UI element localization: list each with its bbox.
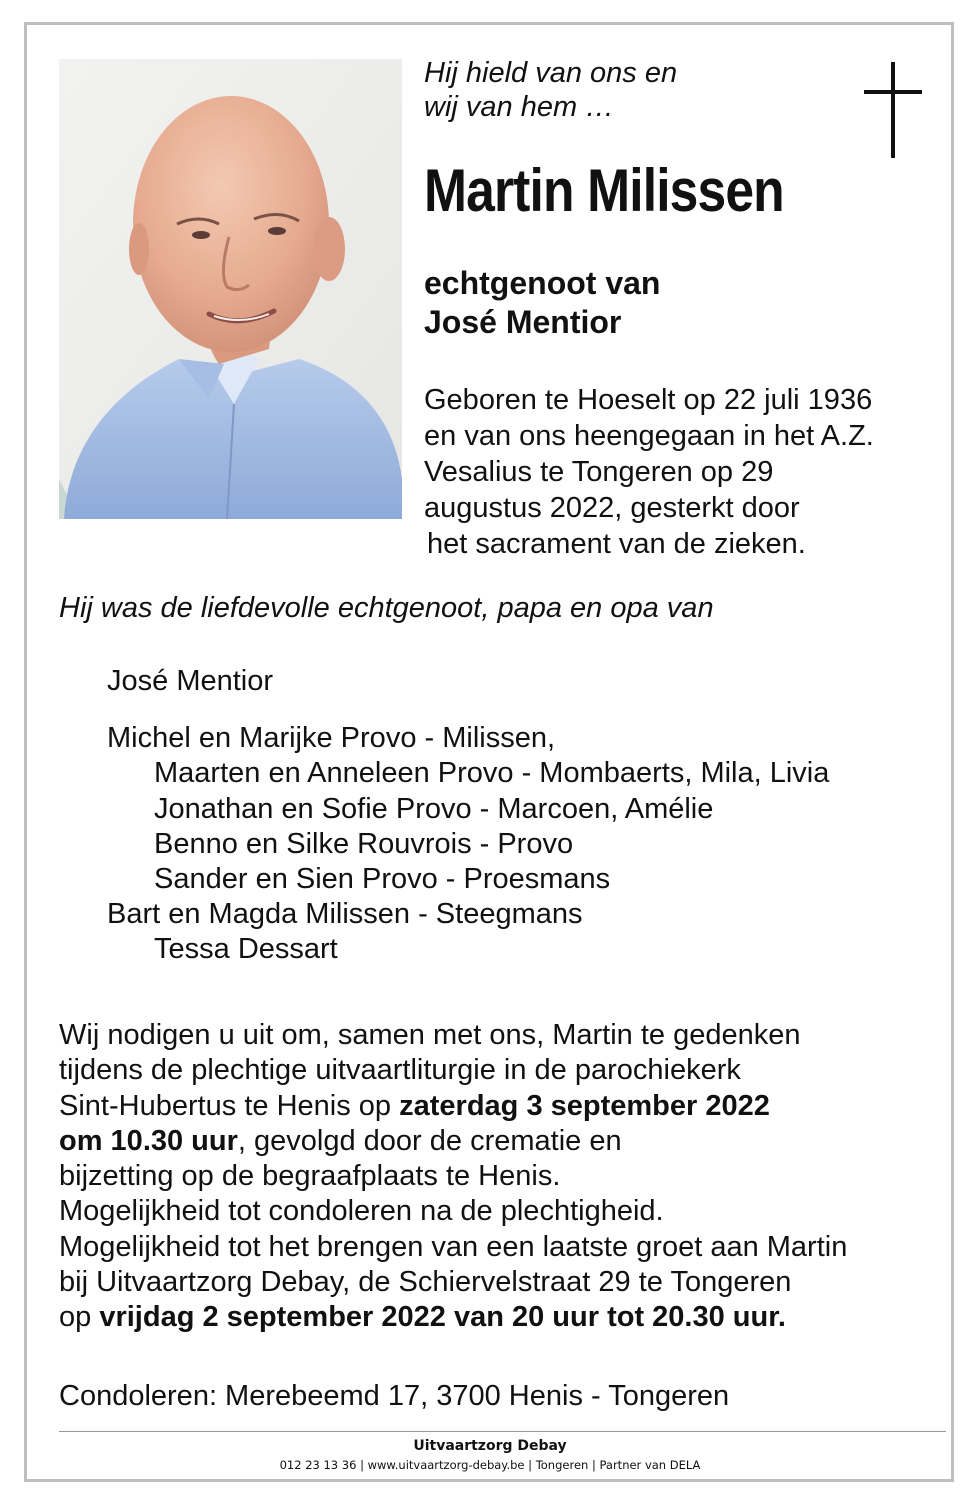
family-member: Benno en Silke Rouvrois - Provo	[154, 827, 574, 860]
invitation-line: Wij nodigen u uit om, samen met ons, Martin te gedenken	[59, 1019, 801, 1051]
family-member: Bart en Magda Milissen - Steegmans	[107, 898, 583, 931]
portrait-photo	[59, 59, 402, 519]
family-member: Tessa Dessart	[154, 933, 338, 966]
invitation-line: Mogelijkheid tot het brengen van een laatste groet aan Martin	[59, 1230, 848, 1263]
invitation-line: bij Uitvaartzorg Debay, de Schiervelstraat 29 te Tongeren	[59, 1266, 792, 1299]
birth-line: Geboren te Hoeselt op 22 juli 1936	[424, 384, 873, 416]
family-member: Michel en Marijke Provo - Milissen,	[107, 722, 556, 755]
invitation-line: Mogelijkheid tot condoleren na de plechtigheid.	[59, 1195, 664, 1228]
condolence-address: Condoleren: Merebeemd 17, 3700 Henis - Tongeren	[59, 1380, 730, 1412]
quote	[424, 56, 744, 124]
family-spouse: José Mentior	[107, 665, 274, 697]
invitation-text: , gevolgd door de crematie en	[237, 1124, 622, 1157]
funeral-invitation	[59, 1018, 939, 1336]
invitation-text: Sint-Hubertus te Henis op	[59, 1089, 400, 1122]
invitation-line: bijzetting op de begraafplaats te Henis.	[59, 1160, 561, 1193]
cross-icon	[864, 62, 922, 158]
family-intro: Hij was de liefdevolle echtgenoot, papa en opa van	[59, 592, 714, 624]
family-member: Jonathan en Sofie Provo - Marcoen, Amélie	[154, 792, 714, 825]
invitation-line	[59, 1124, 939, 1159]
invitation-line: tijdens de plechtige uitvaartliturgie in de parochiekerk	[59, 1054, 741, 1087]
deceased-name: Martin Milissen	[424, 157, 784, 224]
family-member: Maarten en Anneleen Provo - Mombaerts, Mila, Livia	[154, 757, 830, 790]
family-member: Sander en Sien Provo - Proesmans	[154, 862, 611, 895]
funeral-home-contact: 012 23 13 36 | www.uitvaartzorg-debay.be | Tongeren | Partner van DELA	[279, 1458, 701, 1472]
spouse-name: José Mentior	[424, 304, 622, 340]
birth-line: het sacrament van de zieken.	[427, 528, 806, 560]
quote-line-1: Hij hield van ons en	[424, 57, 678, 89]
birth-details	[424, 382, 924, 562]
birth-line: Vesalius te Tongeren op 29	[424, 456, 774, 488]
visitation-time: vrijdag 2 september 2022 van 20 uur tot 20.30 uur.	[99, 1301, 786, 1334]
invitation-line	[59, 1089, 939, 1124]
footer-divider	[59, 1431, 946, 1432]
footer	[0, 1436, 980, 1474]
spouse-relation: echtgenoot van	[424, 265, 661, 301]
funeral-time: om 10.30 uur	[59, 1124, 238, 1157]
family-list	[0, 664, 980, 968]
funeral-date: zaterdag 3 september 2022	[399, 1089, 770, 1122]
invitation-text: op	[59, 1301, 100, 1334]
quote-line-2: wij van hem …	[424, 91, 615, 123]
birth-line: augustus 2022, gesterkt door	[424, 492, 800, 524]
spouse-block	[424, 264, 660, 342]
funeral-home-name: Uitvaartzorg Debay	[413, 1438, 567, 1454]
invitation-line	[59, 1300, 939, 1335]
birth-line: en van ons heengegaan in het A.Z.	[424, 420, 874, 452]
